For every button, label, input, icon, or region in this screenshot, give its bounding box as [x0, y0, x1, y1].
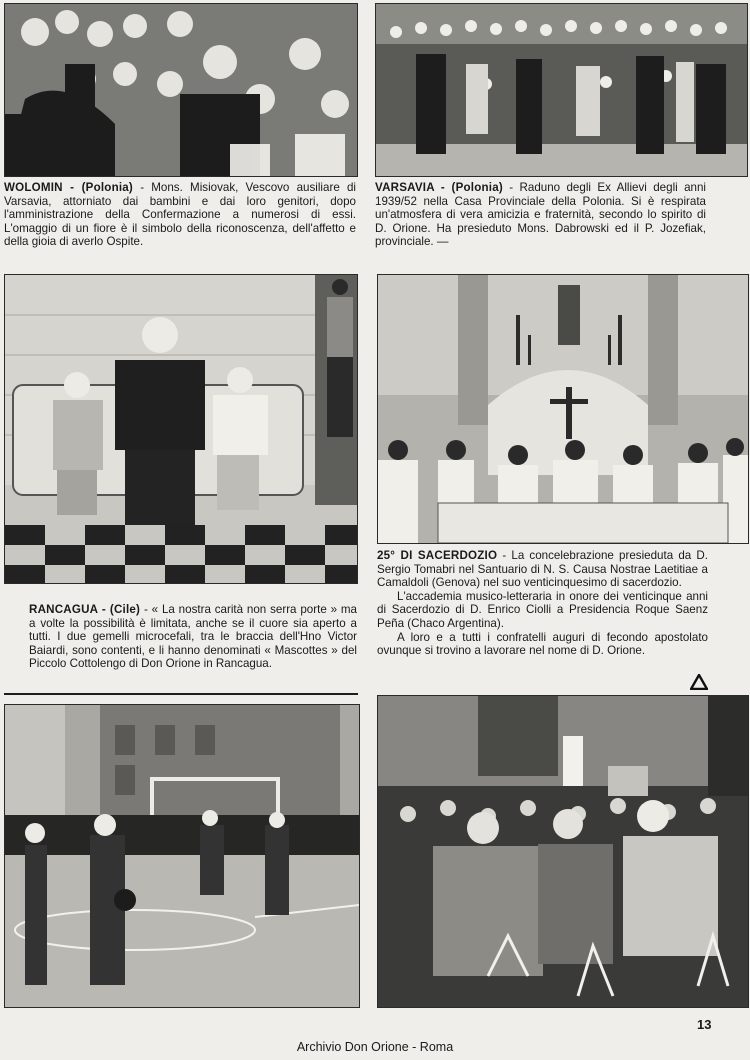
- end-triangle-icon: [690, 674, 708, 690]
- caption-sacerdozio: [377, 549, 708, 658]
- caption-rancagua-text: - « La nostra carità non serra porte » ma a volte la possibilità è limitata, anche se il cuore sia aperto a tutti. I due gemelli microcefali, tra le braccia dell'Hno Victor Baiardi, sono contenti, e li hanno denominati « Mascottes » del Piccolo Cottolengo di Don Orione in Rancagua.: [29, 603, 357, 671]
- photo-varsavia-group: [375, 3, 748, 177]
- photo-academy-audience: [377, 695, 749, 1008]
- photo-rancagua-twins: [4, 274, 358, 584]
- caption-sacerdozio-para3: A loro e a tutti i confratelli auguri di fecondo apostolato ovunque si trovino a lavorare nel nome di D. Orione.: [377, 630, 708, 658]
- caption-rancagua-place: RANCAGUA - (Cile): [29, 603, 141, 616]
- archive-credit: Archivio Don Orione - Roma: [296, 1040, 454, 1054]
- section-divider: [4, 693, 358, 695]
- caption-wolomin-text: - Mons. Misiovak, Vescovo ausiliare di Varsavia, attorniato dai bambini e dai loro genitori, dopo l'amministrazione della Confermazione a numerosi di essi. L'omaggio di un fiore è il simbolo della riconoscenza, dell'affetto e della gioia di averlo Ospite.: [4, 181, 356, 249]
- caption-sacerdozio-place: 25° DI SACERDOZIO: [377, 549, 498, 562]
- caption-varsavia-text: - Raduno degli Ex Allievi degli anni 1939/52 nella Casa Provinciale della Polonia. Si è respirata un'atmosfera di vera amicizia e fraternità, secondo lo spirito di D. Orione. Ha presieduto Mons. Dabrowski ed il P. Jozefiak, provinciale. —: [375, 181, 706, 249]
- caption-wolomin: [4, 181, 356, 249]
- caption-varsavia-place: VARSAVIA - (Polonia): [375, 181, 503, 194]
- caption-sacerdozio-text: - La concelebrazione presieduta da D. Sergio Tomabri nel Santuario di N. S. Causa Nostrae Laetitiae a Camaldoli (Genova) nel suo venticinquesimo di sacerdozio.: [377, 549, 709, 590]
- caption-wolomin-place: WOLOMIN - (Polonia): [4, 181, 133, 194]
- caption-varsavia: [375, 181, 706, 249]
- photo-sanctuary-concelebration: [377, 274, 749, 544]
- photo-playground-ball-game: [4, 704, 360, 1008]
- page-number: 13: [697, 1017, 712, 1032]
- caption-sacerdozio-para2: L'accademia musico-letteraria in onore dei venticinque anni di Sacerdozio di D. Enrico Ciolli a Presidencia Roque Saenz Peña (Chaco Argentina).: [377, 589, 708, 630]
- caption-rancagua: [29, 603, 357, 671]
- photo-wolomin-crowd: [4, 3, 358, 177]
